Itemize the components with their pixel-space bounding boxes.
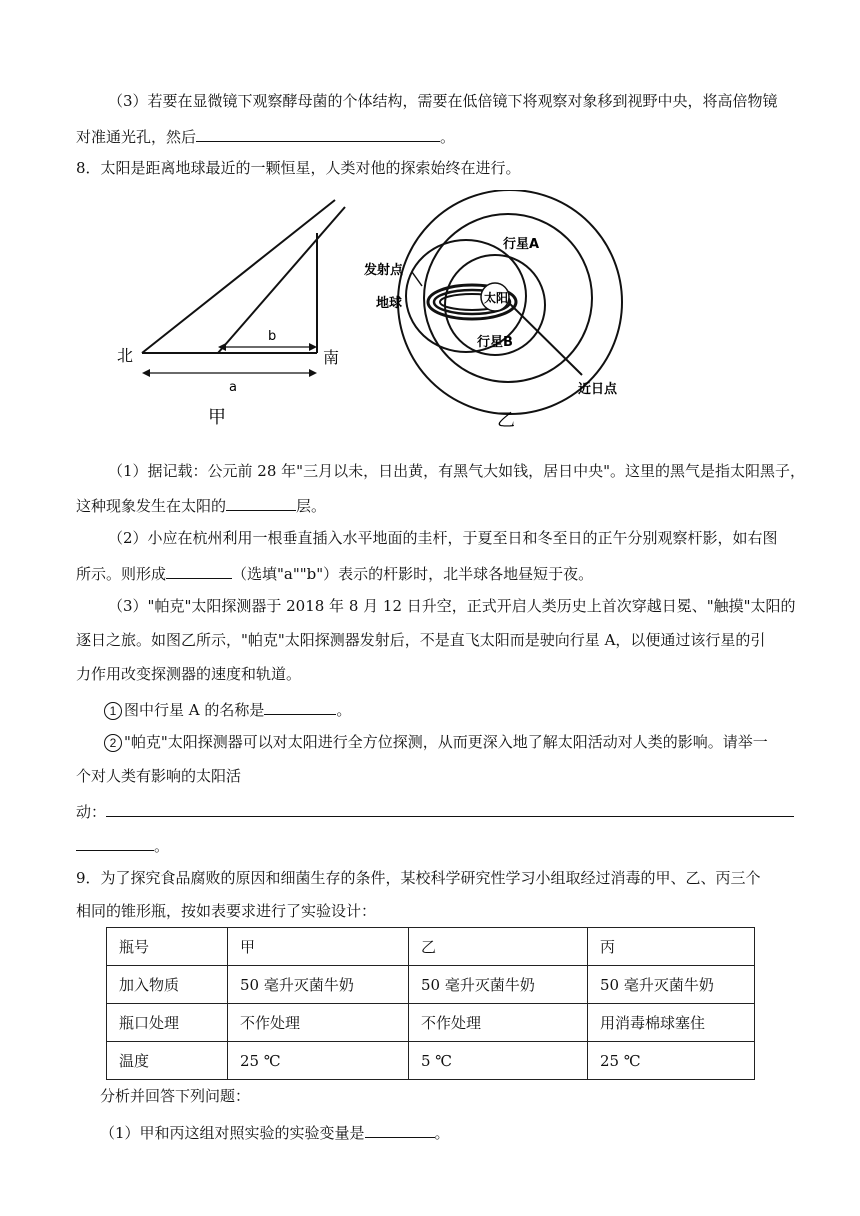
table-cell: 用消毒棉球塞住: [588, 1004, 755, 1042]
table-cell: 加入物质: [107, 966, 228, 1004]
q8-part3-line1: （3）"帕克"太阳探测器于 2018 年 8 月 12 日升空，正式开启人类历史上首次穿越日冕、"触摸"太阳的: [108, 597, 796, 615]
q7-part3-line2: 对准通光孔，然后 。: [76, 125, 455, 147]
caption-jia: 甲: [208, 407, 226, 428]
circled-number-2: 2: [104, 734, 122, 752]
label-south: 南: [323, 348, 340, 367]
circled-number-1: 1: [104, 702, 122, 720]
table-cell: 50 毫升灭菌牛奶: [409, 966, 588, 1004]
q8-part2-line1: （2）小应在杭州利用一根垂直插入水平地面的圭杆，于夏至日和冬至日的正午分别观察杆影，如右图: [108, 529, 778, 547]
table-cell: 温度: [107, 1042, 228, 1080]
q8-part2-blank[interactable]: [166, 562, 232, 579]
figure-jia-shadow-diagram: [105, 195, 365, 435]
q8-sub1: 1 图中行星 A 的名称是 。: [104, 698, 351, 720]
table-cell: 50 毫升灭菌牛奶: [228, 966, 409, 1004]
label-earth: 地球: [376, 296, 403, 311]
table-cell: 乙: [409, 928, 588, 966]
q8-sub2-blank-1[interactable]: [106, 800, 794, 817]
experiment-table: [106, 927, 755, 1080]
q8-part3-line2: 逐日之旅。如图乙所示，"帕克"太阳探测器发射后，不是直飞太阳而是驶向行星 A，以便通过该行星的引: [76, 631, 766, 649]
q9-part1-blank[interactable]: [365, 1121, 435, 1138]
table-cell: 瓶号: [107, 928, 228, 966]
table-cell: 瓶口处理: [107, 1004, 228, 1042]
label-perihelion: 近日点: [578, 382, 618, 397]
caption-yi: 乙: [497, 410, 515, 431]
table-cell: 5 ℃: [409, 1042, 588, 1080]
q8-part2-line2: 所示。则形成 （选填"a""b"）表示的杆影时，北半球各地昼短于夜。: [76, 562, 593, 584]
label-b: b: [268, 329, 277, 344]
label-a: a: [229, 380, 237, 395]
q8-part1-line2: 这种现象发生在太阳的 层。: [76, 494, 326, 516]
label-sun: 太阳: [484, 291, 509, 305]
q8-part1-line1: （1）据记载：公元前 28 年"三月以未，日出黄，有黑气大如钱，居日中央"。这里的黑气是指太阳黑子，: [108, 462, 805, 480]
q7-answer-blank[interactable]: [196, 125, 440, 142]
q8-sub2-line2: 个对人类有影响的太阳活: [76, 767, 242, 785]
q8-sub2-line4: 。: [76, 834, 169, 856]
table-row: [107, 1042, 755, 1080]
table-cell: 甲: [228, 928, 409, 966]
q9-part1: （1）甲和丙这组对照实验的实验变量是 。: [100, 1121, 450, 1143]
q8-sub2-line3: 动：: [76, 800, 794, 822]
q8-part3-line3: 力作用改变探测器的速度和轨道。: [76, 665, 302, 683]
label-planet-b: 行星B: [477, 335, 513, 350]
q7-part3-line1: （3）若要在显微镜下观察酵母菌的个体结构，需要在低倍镜下将观察对象移到视野中央，将高倍物镜: [108, 92, 778, 110]
table-cell: 50 毫升灭菌牛奶: [588, 966, 755, 1004]
q8-sub1-blank[interactable]: [264, 698, 336, 715]
label-launch-point: 发射点: [364, 263, 404, 278]
q8-stem: 8．太阳是距离地球最近的一颗恒星，人类对他的探索始终在进行。: [76, 159, 521, 177]
figure-yi-orbit-diagram: [360, 190, 640, 435]
q8-sub2-blank-2[interactable]: [76, 834, 154, 851]
q9-stem-line1: 9．为了探究食品腐败的原因和细菌生存的条件，某校科学研究性学习小组取经过消毒的甲、乙、丙三个: [76, 869, 761, 887]
table-row: [107, 1004, 755, 1042]
table-cell: 25 ℃: [588, 1042, 755, 1080]
table-cell: 不作处理: [409, 1004, 588, 1042]
q9-analysis: 分析并回答下列问题：: [100, 1087, 251, 1105]
q8-part1-blank[interactable]: [226, 494, 296, 511]
table-row: [107, 928, 755, 966]
q9-stem-line2: 相同的锥形瓶，按如表要求进行了实验设计：: [76, 902, 377, 920]
table-cell: 丙: [588, 928, 755, 966]
table-cell: 不作处理: [228, 1004, 409, 1042]
table-row: [107, 966, 755, 1004]
label-north: 北: [117, 346, 134, 365]
table-cell: 25 ℃: [228, 1042, 409, 1080]
q8-sub2-line1: 2 "帕克"太阳探测器可以对太阳进行全方位探测，从而更深入地了解太阳活动对人类的影响。请举一: [104, 732, 768, 752]
label-planet-a: 行星A: [503, 237, 540, 252]
